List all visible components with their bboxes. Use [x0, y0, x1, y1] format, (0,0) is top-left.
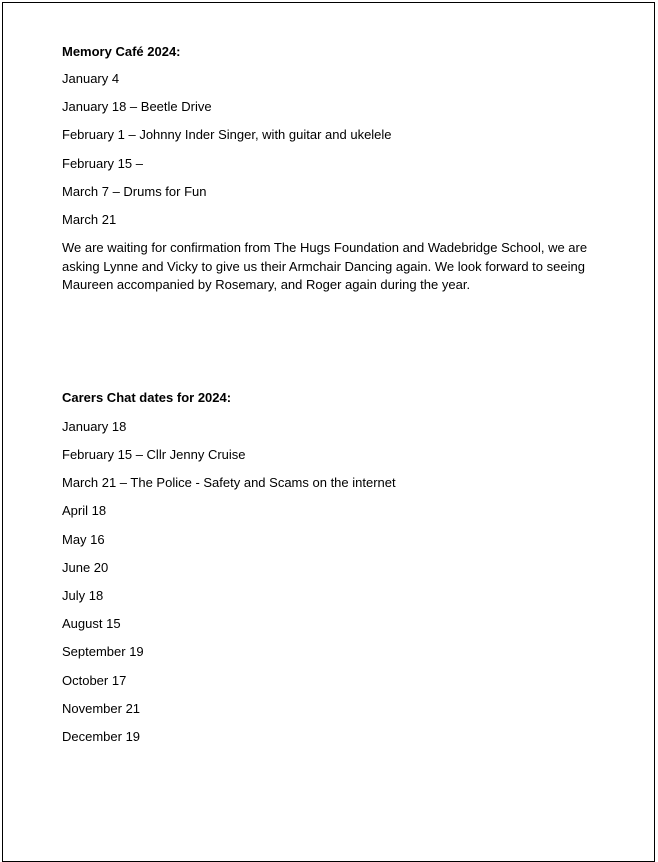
carers-chat-date-text: November 21: [62, 701, 141, 716]
carers-chat-date: [62, 559, 622, 578]
memory-cafe-date: [62, 211, 622, 230]
document-page: [2, 2, 655, 862]
memory-cafe-date-text: January 18 – Beetle Drive: [62, 99, 212, 114]
memory-cafe-date-text: February 1 – Johnny Inder Singer, with guitar and ukelele: [62, 127, 392, 142]
memory-cafe-section: [62, 43, 622, 62]
carers-chat-date: [62, 672, 622, 691]
memory-cafe-heading: Memory Café 2024:: [62, 44, 181, 59]
carers-chat-date-text: September 19: [62, 644, 144, 659]
memory-cafe-date-text: March 21: [62, 212, 117, 227]
carers-chat-heading: Carers Chat dates for 2024:: [62, 390, 232, 405]
paragraph-line: Maureen accompanied by Rosemary, and Roger again during the year.: [62, 277, 471, 292]
memory-cafe-date: [62, 155, 622, 174]
carers-chat-date-text: December 19: [62, 729, 141, 744]
carers-chat-date: [62, 502, 622, 521]
memory-cafe-date: [62, 183, 622, 202]
carers-chat-date-text: June 20: [62, 560, 109, 575]
carers-chat-date-text: May 16: [62, 532, 105, 547]
paragraph-line: We are waiting for confirmation from The Hugs Foundation and Wadebridge School, we are: [62, 240, 588, 255]
memory-cafe-date: [62, 126, 622, 145]
carers-chat-date: [62, 615, 622, 634]
memory-cafe-date-text: February 15 –: [62, 156, 143, 171]
carers-chat-date-text: July 18: [62, 588, 104, 603]
carers-chat-date: [62, 643, 622, 662]
memory-cafe-date-text: January 4: [62, 71, 120, 86]
carers-chat-date: [62, 474, 622, 493]
carers-chat-date: [62, 587, 622, 606]
carers-chat-date: [62, 446, 622, 465]
carers-chat-date: [62, 728, 622, 747]
carers-chat-date-text: April 18: [62, 503, 107, 518]
carers-chat-date-text: March 21 – The Police - Safety and Scams on the internet: [62, 475, 396, 490]
carers-chat-date: [62, 700, 622, 719]
paragraph-line: asking Lynne and Vicky to give us their Armchair Dancing again. We look forward to seeing: [62, 258, 585, 274]
carers-chat-section: [62, 389, 622, 408]
memory-cafe-date: [62, 98, 622, 117]
carers-chat-date: [62, 531, 622, 550]
memory-cafe-paragraph: [62, 239, 622, 295]
carers-chat-date-text: January 18: [62, 419, 127, 434]
carers-chat-date: [62, 418, 622, 437]
carers-chat-date-text: February 15 – Cllr Jenny Cruise: [62, 447, 246, 462]
carers-chat-date-text: October 17: [62, 673, 127, 688]
carers-chat-date-text: August 15: [62, 616, 121, 631]
memory-cafe-date: [62, 70, 622, 89]
memory-cafe-date-text: March 7 – Drums for Fun: [62, 184, 207, 199]
